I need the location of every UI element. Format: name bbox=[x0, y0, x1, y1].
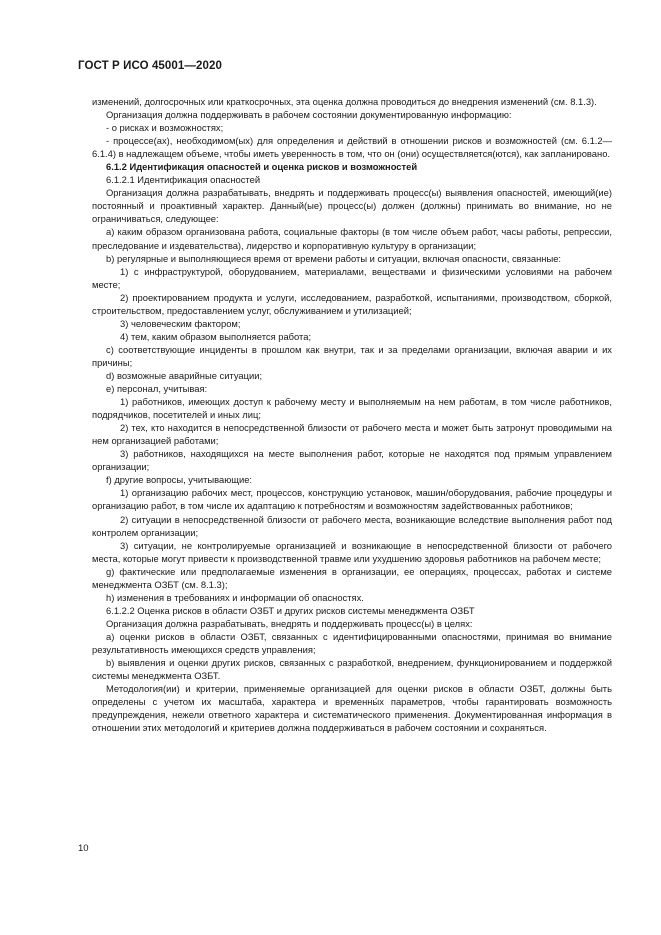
paragraph: 6.1.2.1 Идентификация опасностей bbox=[106, 174, 261, 186]
paragraph: 4) тем, каким образом выполняется работа; bbox=[120, 330, 312, 342]
document-body bbox=[92, 95, 612, 734]
paragraph: 2) проектированием продукта и услуги, исследованием, разработкой, испытаниями, производством, сборкой, строительством, предоставлением услуг, обслуживанием и утилизацией; bbox=[92, 291, 612, 316]
paragraph: изменений, долгосрочных или краткосрочных, эта оценка должна проводиться до внедрения изменений (см. 8.1.3). bbox=[92, 96, 597, 107]
paragraph: a) каким образом организована работа, социальные факторы (в том числе объем работ, часы работы, репрессии, преследование и издевательства), лидерство и корпоративную культуру в организации; bbox=[92, 226, 612, 251]
paragraph: 3) ситуации, не контролируемые организацией и возникающие в непосредственной близости от рабочего места, которые могут привести к производственной травме или ухудшению здоровья работников на рабочем месте; bbox=[92, 539, 612, 564]
paragraph: c) соответствующие инциденты в прошлом как внутри, так и за пределами организации, включая аварии и их причины; bbox=[92, 343, 612, 368]
paragraph: - о рисках и возможностях; bbox=[106, 122, 224, 134]
paragraph: 3) человеческим фактором; bbox=[120, 317, 241, 329]
paragraph: b) регулярные и выполняющиеся время от времени работы и ситуации, включая опасности, связанные: bbox=[106, 252, 562, 264]
paragraph: 1) работников, имеющих доступ к рабочему месту и выполняемым на нем работам, в том числе работников, подрядчиков, посетителей и иных лиц; bbox=[92, 396, 612, 421]
paragraph: Организация должна разрабатывать, внедрять и поддерживать процесс(ы) в целях: bbox=[106, 617, 473, 629]
paragraph: 2) тех, кто находится в непосредственной близости от рабочего места и может быть затронут проводимыми на нем организацией работами; bbox=[92, 422, 612, 447]
paragraph: 6.1.2 Идентификация опасностей и оценка рисков и возможностей bbox=[106, 161, 418, 173]
paragraph: 1) организацию рабочих мест, процессов, конструкцию установок, машин/оборудования, рабочие процедуры и организацию работ, в том числе их адаптацию к потребностям и возможностям задействованных работников; bbox=[92, 487, 612, 512]
paragraph: d) возможные аварийные ситуации; bbox=[106, 369, 263, 381]
paragraph: 1) с инфраструктурой, оборудованием, материалами, веществами и физическими условиями на рабочем месте; bbox=[92, 265, 612, 290]
paragraph: - процессе(ах), необходимом(ых) для определения и действий в отношении рисков и возможностей (см. 6.1.2—6.1.4) в надлежащем объеме, чтобы иметь уверенность в том, что он (они) осуществляется(ются), как запланировано. bbox=[92, 135, 612, 160]
document-header: ГОСТ Р ИСО 45001—2020 bbox=[78, 60, 223, 72]
paragraph: Организация должна поддерживать в рабочем состоянии документированную информацию: bbox=[106, 109, 512, 121]
paragraph: 3) работников, находящихся на месте выполнения работ, которые не находятся под прямым управлением организации; bbox=[92, 448, 612, 473]
paragraph: Методология(ии) и критерии, применяемые организацией для оценки рисков в области ОЗБТ, должны быть определены с учетом их масштаба, характера и временны́х параметров, чтобы гарантировать возможность предупреждения, нежели ответного характера и систематического применения. Документированная информация в отношении этих методологий и критериев должна поддерживаться в рабочем состоянии и сохраняться. bbox=[92, 683, 612, 734]
paragraph: b) выявления и оценки других рисков, связанных с разработкой, внедрением, функционированием и поддержкой системы менеджмента ОЗБТ. bbox=[92, 657, 612, 682]
paragraph: a) оценки рисков в области ОЗБТ, связанных с идентифицированными опасностями, принимая во внимание результативность имеющихся средств управления; bbox=[92, 630, 612, 655]
page-number: 10 bbox=[78, 843, 89, 854]
paragraph: h) изменения в требованиях и информации об опасностях. bbox=[106, 591, 364, 603]
paragraph: e) персонал, учитывая: bbox=[106, 383, 208, 395]
paragraph: Организация должна разрабатывать, внедрять и поддерживать процесс(ы) выявления опасностей, имеющий(ие) постоянный и проактивный характер. Данный(ые) процесс(ы) должен (должны) принимать во внимание, но не ограничиваться, следующее: bbox=[92, 187, 612, 225]
paragraph: g) фактические или предполагаемые изменения в организации, ее операциях, процессах, работах и системе менеджмента ОЗБТ (см. 8.1.3); bbox=[92, 565, 612, 590]
paragraph: f) другие вопросы, учитывающие: bbox=[106, 474, 253, 486]
paragraph: 6.1.2.2 Оценка рисков в области ОЗБТ и других рисков системы менеджмента ОЗБТ bbox=[106, 604, 475, 616]
paragraph: 2) ситуации в непосредственной близости от рабочего места, возникающие вследствие выполнения работ под контролем организации; bbox=[92, 513, 612, 538]
